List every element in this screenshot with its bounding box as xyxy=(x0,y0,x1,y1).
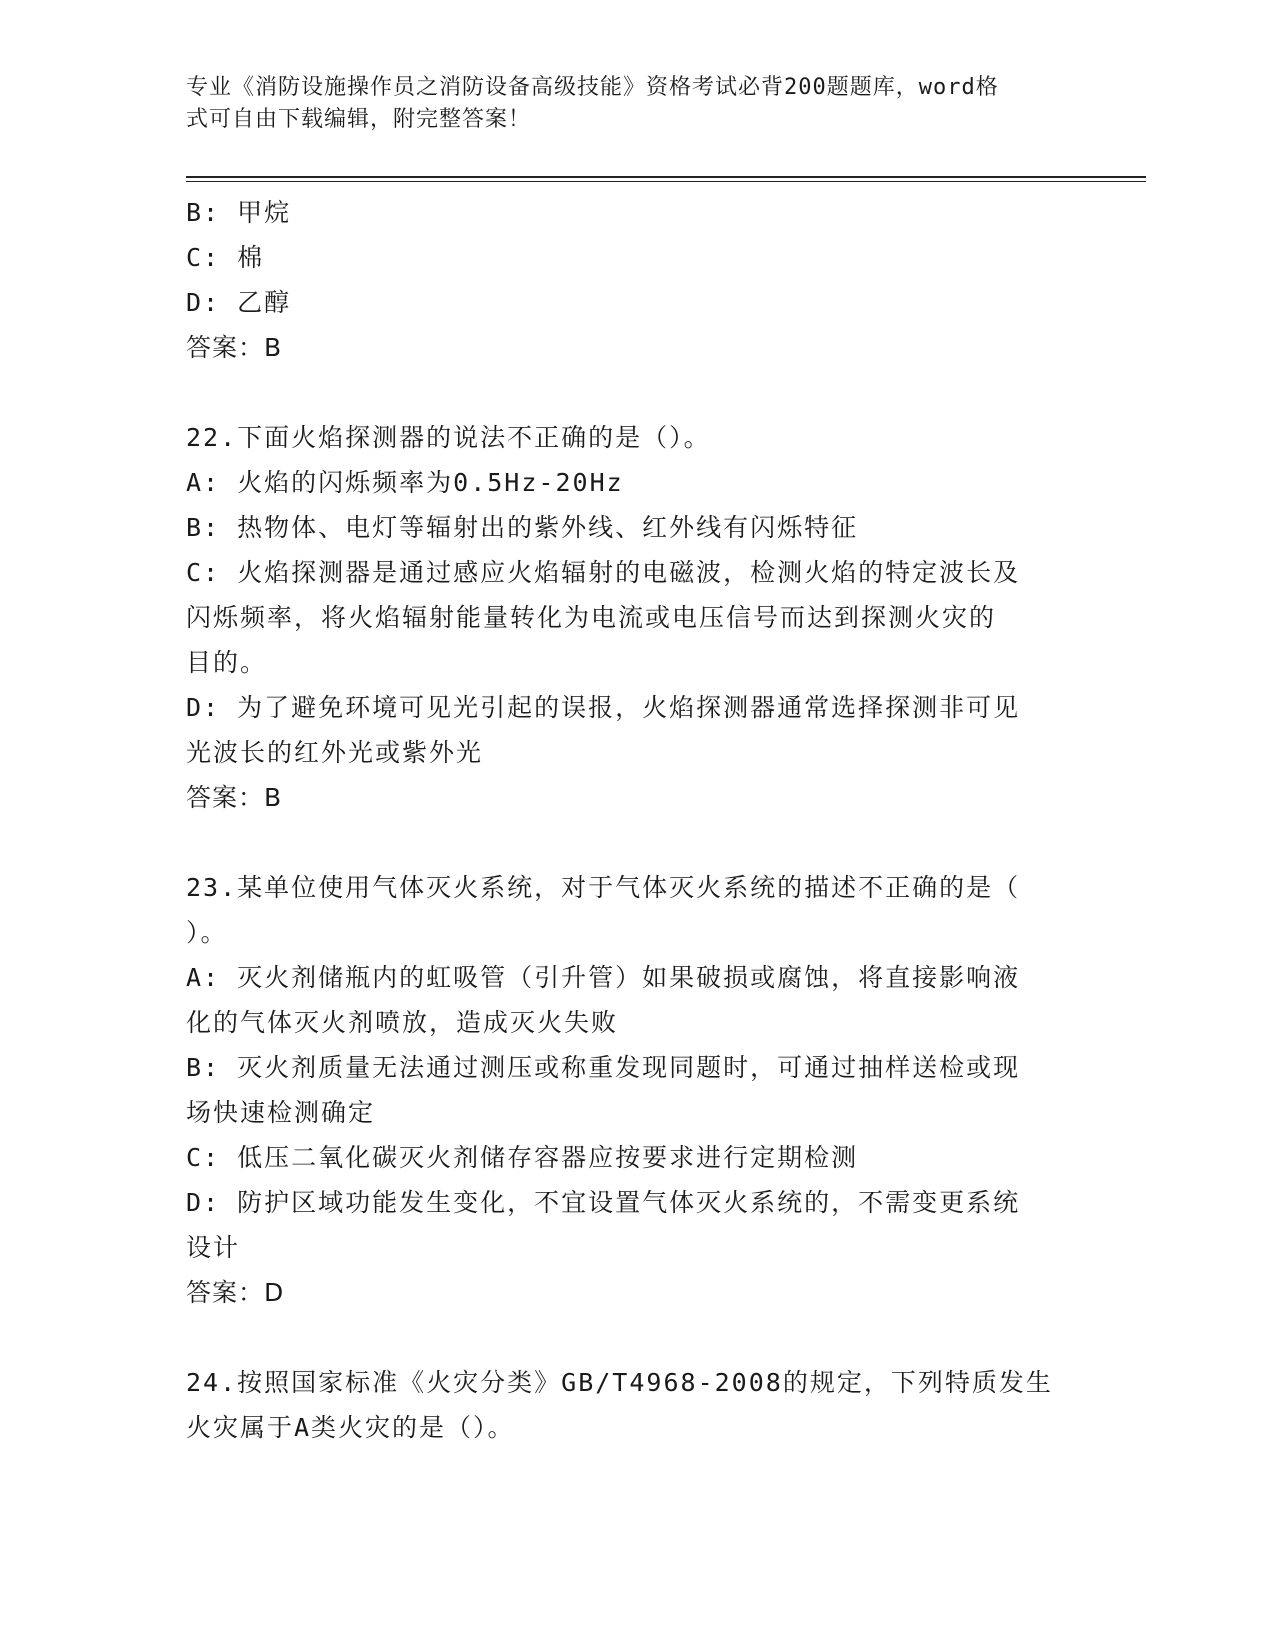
q24-question-line-2: 火灾属于A类火灾的是（）。 xyxy=(186,1413,515,1442)
header-line-1: 专业《消防设施操作员之消防设备高级技能》资格考试必背200题题库，word格 xyxy=(186,75,999,100)
document-body xyxy=(186,190,1066,1450)
q24-question-line-1: 24.按照国家标准《火灾分类》GB/T4968-2008的规定，下列特质发生 xyxy=(186,1368,1053,1397)
header-divider-thin xyxy=(186,181,1146,182)
q23-option-d-line-1: D: 防护区域功能发生变化，不宜设置气体灭火系统的，不需变更系统 xyxy=(186,1188,1021,1217)
q23-option-b-line-2: 场快速检测确定 xyxy=(186,1098,376,1127)
q22-option-d-line-1: D: 为了避免环境可见光引起的误报，火焰探测器通常选择探测非可见 xyxy=(186,693,1021,722)
q21-option-c: C: 棉 xyxy=(186,243,265,272)
document-header xyxy=(186,72,1066,136)
q22-option-c-line-3: 目的。 xyxy=(186,648,268,677)
q23-option-a-line-2: 化的气体灭火剂喷放，造成灭火失败 xyxy=(186,1008,619,1037)
header-line-2: 式可自由下载编辑，附完整答案！ xyxy=(186,107,532,132)
q21-option-d: D: 乙醇 xyxy=(186,288,292,317)
spacer xyxy=(186,370,1066,415)
q22-option-c-line-2: 闪烁频率，将火焰辐射能量转化为电流或电压信号而达到探测火灾的 xyxy=(186,603,997,632)
q22-option-a: A: 火焰的闪烁频率为0.5Hz-20Hz xyxy=(186,468,624,497)
q23-option-d-line-2: 设计 xyxy=(186,1233,241,1262)
q22-option-c-line-1: C: 火焰探测器是通过感应火焰辐射的电磁波，检测火焰的特定波长及 xyxy=(186,558,1021,587)
q21-answer: 答案：B xyxy=(186,333,283,362)
q23-option-a-line-1: A: 灭火剂储瓶内的虹吸管（引升管）如果破损或腐蚀，将直接影响液 xyxy=(186,963,1021,992)
spacer xyxy=(186,1315,1066,1360)
header-divider xyxy=(186,176,1146,178)
q22-answer: 答案：B xyxy=(186,783,283,812)
q22-question: 22.下面火焰探测器的说法不正确的是（）。 xyxy=(186,423,711,452)
q22-option-b: B: 热物体、电灯等辐射出的紫外线、红外线有闪烁特征 xyxy=(186,513,859,542)
q23-answer: 答案：D xyxy=(186,1278,285,1307)
q23-option-c: C: 低压二氧化碳灭火剂储存容器应按要求进行定期检测 xyxy=(186,1143,859,1172)
q21-option-b: B: 甲烷 xyxy=(186,198,292,227)
q23-option-b-line-1: B: 灭火剂质量无法通过测压或称重发现同题时，可通过抽样送检或现 xyxy=(186,1053,1021,1082)
q22-option-d-line-2: 光波长的红外光或紫外光 xyxy=(186,738,484,767)
q23-question-line-2: ）。 xyxy=(186,918,228,947)
spacer xyxy=(186,820,1066,865)
q23-question-line-1: 23.某单位使用气体灭火系统，对于气体灭火系统的描述不正确的是（ xyxy=(186,873,1021,902)
